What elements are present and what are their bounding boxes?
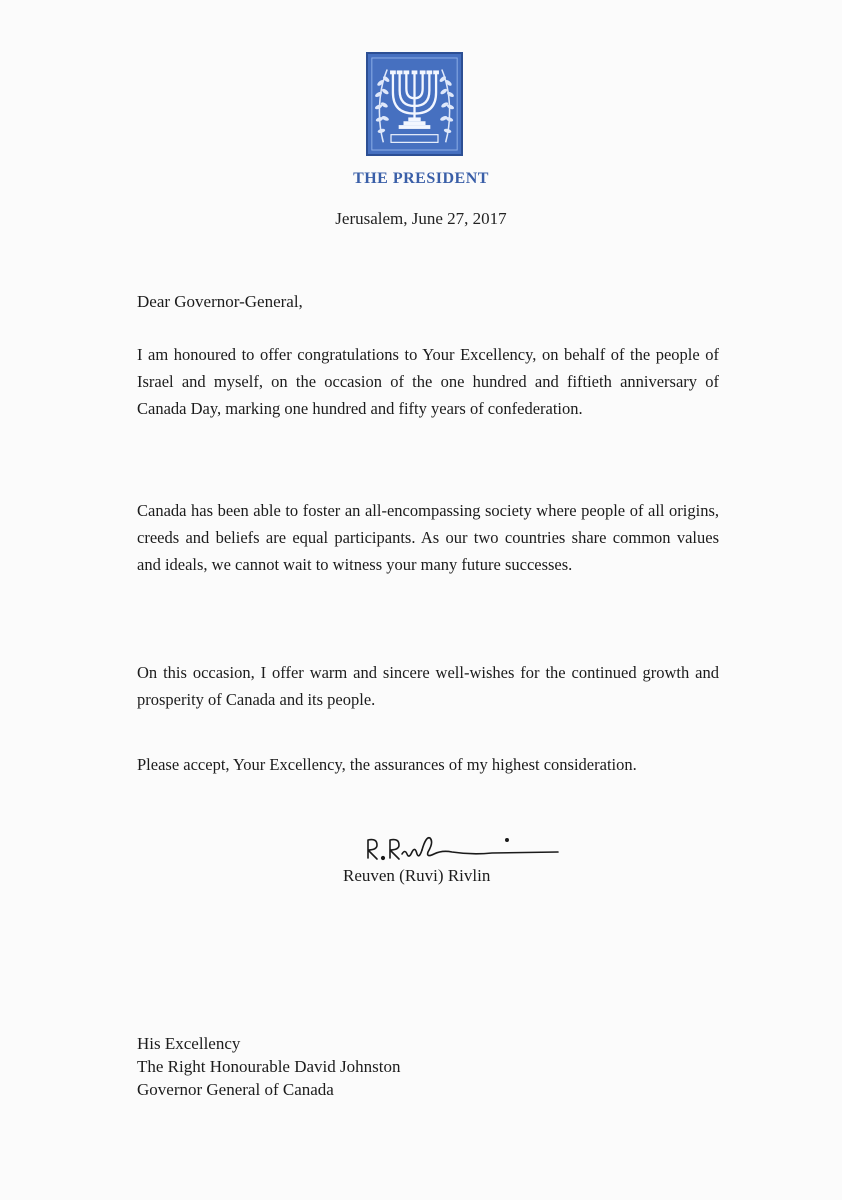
addressee-line: Governor General of Canada bbox=[137, 1080, 334, 1099]
body-paragraph: I am honoured to offer congratulations to Your Excellency, on behalf of the people of Israel and myself, on the occasion of the one hundred and fiftieth anniversary of Canada Day, marking one hundred and fifty years of confederation. bbox=[137, 345, 719, 418]
addressee-line: His Excellency bbox=[137, 1034, 241, 1053]
body-paragraph: Canada has been able to foster an all-encompassing society where people of all origins, creeds and beliefs are equal participants. As our two countries share common values and ideals, we cannot wait to witness your many future successes. bbox=[137, 501, 719, 574]
salutation: Dear Governor-General, bbox=[137, 292, 303, 311]
addressee-block bbox=[137, 1032, 400, 1101]
body-paragraph: Please accept, Your Excellency, the assurances of my highest consideration. bbox=[137, 755, 637, 774]
signer-name: Reuven (Ruvi) Rivlin bbox=[343, 866, 491, 885]
addressee-line: The Right Honourable David Johnston bbox=[137, 1057, 401, 1076]
office-title: THE PRESIDENT bbox=[353, 170, 489, 187]
menorah-emblem-icon bbox=[366, 52, 463, 156]
body-paragraph: On this occasion, I offer warm and sincere well-wishes for the continued growth and prosperity of Canada and its people. bbox=[137, 663, 719, 709]
dateline: Jerusalem, June 27, 2017 bbox=[335, 209, 507, 228]
handwritten-signature bbox=[362, 828, 562, 868]
